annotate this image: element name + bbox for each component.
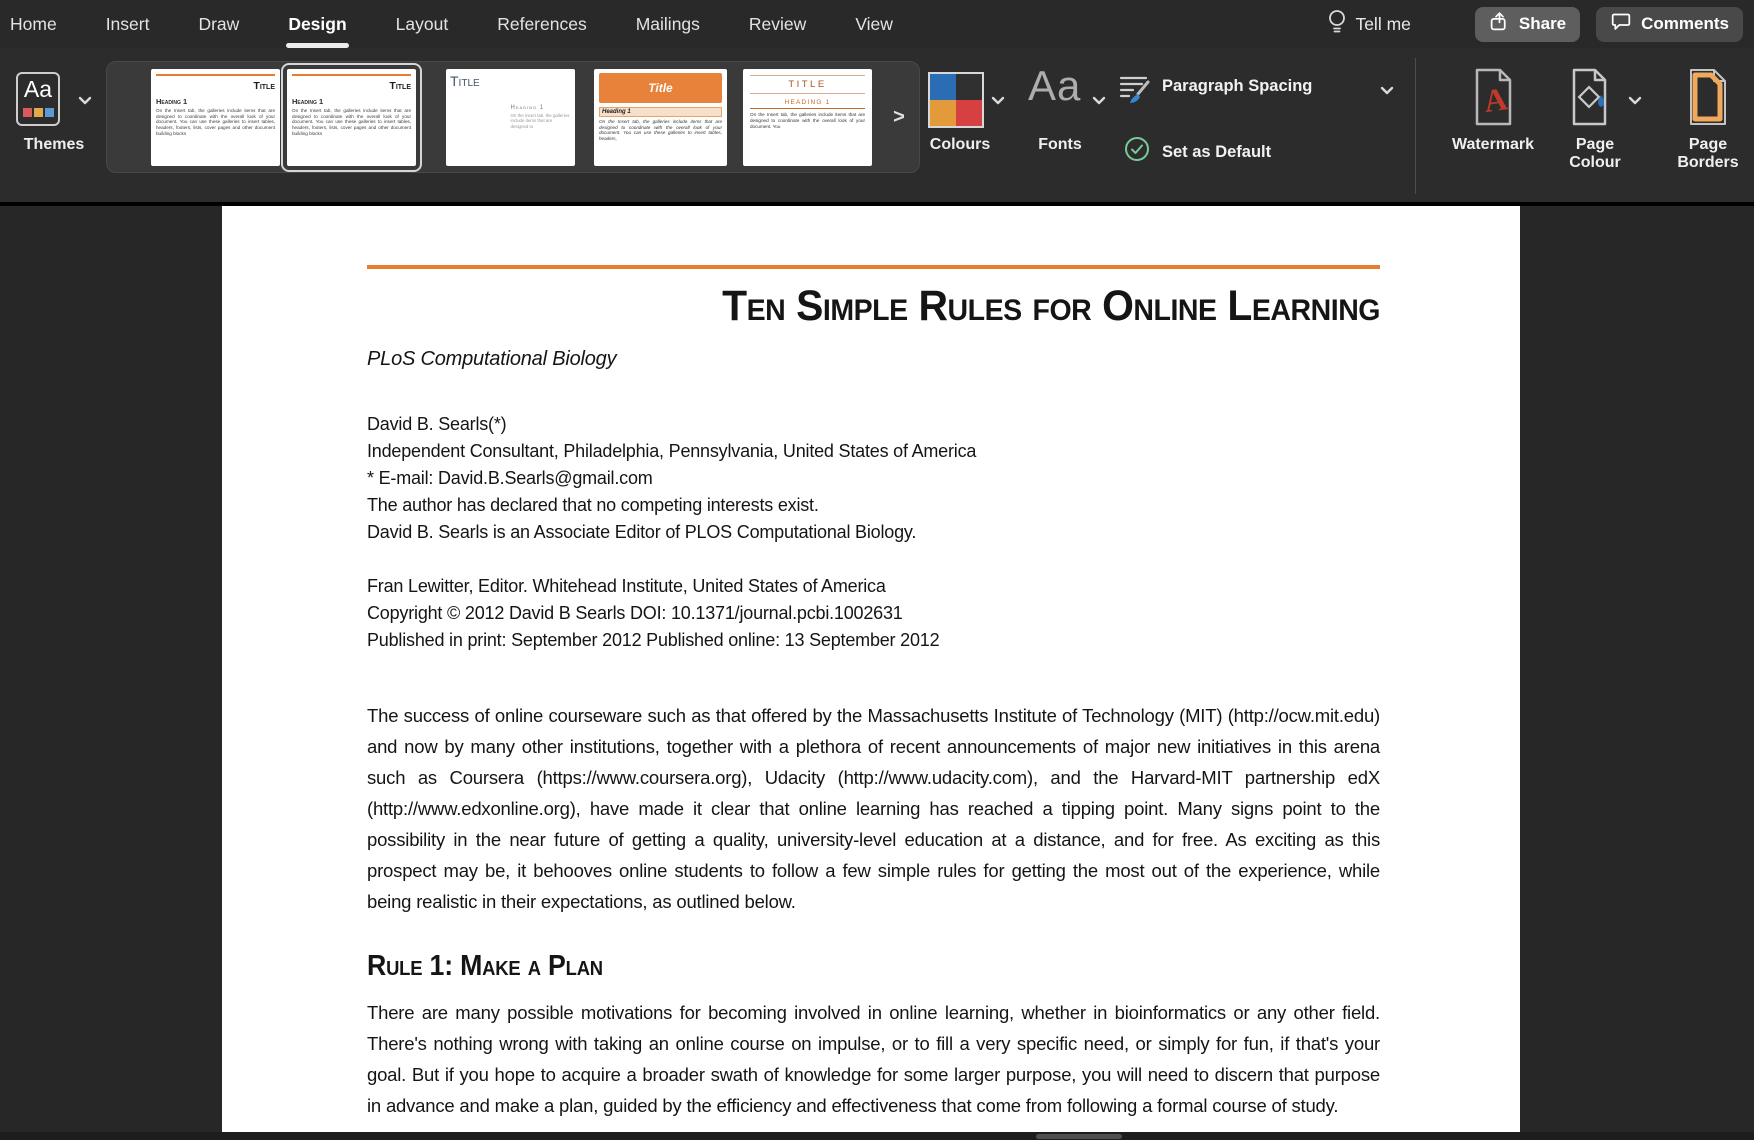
themes-label: Themes [23,136,85,153]
page-borders-icon [1687,68,1729,131]
page-borders-button[interactable] [1662,48,1754,202]
watermark-label: Watermark [1451,136,1535,153]
ribbon-divider [1415,58,1416,194]
comments-label: Comments [1641,14,1729,33]
svg-text:A: A [1481,80,1510,120]
thumb-body: On the Insert tab, the galleries include items that are designed to [510,113,570,129]
paragraph-spacing-icon [1118,72,1152,111]
tab-view[interactable]: View [855,13,893,34]
chevron-down-icon[interactable] [78,92,92,110]
set-default-check-icon [1124,136,1150,167]
thumb-heading: Heading 1 [510,105,545,111]
journal-name: PLoS Computational Biology [367,348,617,370]
thumb-heading: HEADING 1 [750,99,865,109]
rule1-heading: Rule 1: Make a Plan [367,950,603,982]
thumb-heading: Heading 1 [599,107,722,117]
thumb-body: On the Insert tab, the galleries include items that are designed to coordinate with the overall look of your document. You can use these galleries to insert tables, headers, [599,119,722,141]
author-line: Independent Consultant, Philadelphia, Pennsylvania, United States of America [367,441,977,461]
chevron-down-icon[interactable] [1380,82,1394,100]
page-borders-label: Page Borders [1677,136,1739,171]
menu-bar [0,0,1754,48]
theme-thumbnail-1[interactable] [151,69,280,166]
tab-home[interactable]: Home [10,13,57,34]
thumb-body: On the Insert tab, the galleries include items that are designed to coordinate with the overall look of your document. You can use these galleries to insert tables, headers, footers, lists, cover pages and other document building blocks [292,108,411,136]
tell-me-label: Tell me [1355,13,1411,34]
tab-insert[interactable]: Insert [105,13,150,34]
thumb-title: Title [450,73,480,89]
thumb-accent-line [156,74,275,76]
tab-references[interactable]: References [497,13,587,34]
lightbulb-icon [1327,9,1347,40]
share-icon [1489,11,1510,37]
set-as-default-button[interactable]: Set as Default [1162,143,1272,161]
page-colour-button[interactable] [1558,48,1642,202]
comments-button[interactable] [1596,7,1743,42]
editor-block [367,573,1380,654]
thumb-heading: Heading 1 [292,97,324,106]
tab-draw[interactable]: Draw [198,13,240,34]
editor-line: Copyright © 2012 David B Searls DOI: 10.1371/journal.pcbi.1002631 [367,603,903,623]
thumb-title: Title [389,80,411,92]
colours-icon [928,72,984,128]
author-block [367,411,1380,546]
thumb-body: On the Insert tab, the galleries include items that are designed to coordinate with the overall look of your document. You can use these galleries to insert tables, headers, footers, lists, cover pages and other document building blocks [156,108,275,136]
page-colour-label: Page Colour [1569,136,1621,171]
share-label: Share [1518,14,1567,33]
watermark-button[interactable] [1438,48,1548,202]
paragraph-spacing-group [1118,48,1418,202]
themes-button[interactable] [8,48,100,202]
author-line: The author has declared that no competing interests exist. [367,495,819,515]
tell-me-button[interactable] [1327,9,1410,40]
chevron-down-icon[interactable] [991,92,1005,110]
rule1-paragraph: There are many possible motivations for becoming involved in online learning, whether in bioinformatics or any other field. There's nothing wrong with taking an online course on impulse, or to fill a very specific need, or simply for fun, if that's your goal. But if you hope to acquire a broader swath of knowledge for some larger purpose, you will need to discern that purpose in advance and make a plan, guided by the efficiency and effectiveness that come from following a formal course of study. [367,1002,1380,1116]
comments-icon [1610,11,1632,37]
theme-thumbnail-5[interactable] [743,69,872,166]
tab-layout[interactable]: Layout [395,13,449,34]
horizontal-scrollbar-thumb[interactable] [1036,1134,1122,1139]
author-line: * E-mail: David.B.Searls@gmail.com [367,468,653,488]
thumb-body: On the Insert tab, the galleries include items that are designed to coordinate with the overall look of your document. You [750,112,865,129]
ribbon-design [0,48,1754,202]
themes-icon: Aa [16,72,60,126]
chevron-down-icon[interactable] [1628,92,1642,110]
colours-label: Colours [929,136,991,153]
intro-paragraph: The success of online courseware such as that offered by the Massachusetts Institute of Technology (MIT) (http://ocw.mit.edu) and now by many other institutions, together with a plethora of recent announcements of major new initiatives in this arena such as Coursera (https://www.coursera.org), Udacity (http://www.udacity.com), and the Harvard-MIT partnership edX (http://www.edxonline.org), have made it clear that online learning has reached a tipping point. Many signs point to the possibility in the near future of getting a quality, university-level education at a distance, and for free. As exciting as this prospect may be, it behooves online students to follow a few simple rules for getting the most out of the experience, while being realistic in their expectations, as outlined below. [367,705,1380,912]
chevron-down-icon[interactable] [1092,92,1106,110]
thumb-accent-line [292,74,411,76]
colours-button[interactable] [925,48,1009,202]
thumb-title: TITLE [788,79,827,90]
thumb-title: Title [253,80,275,92]
document-title: Ten Simple Rules for Online Learning [722,282,1380,330]
fonts-label: Fonts [1038,136,1082,153]
tab-mailings[interactable]: Mailings [635,13,700,34]
title-accent-rule [367,265,1380,269]
fonts-icon: Aa [1028,62,1082,109]
author-line: David B. Searls is an Associate Editor of PLOS Computational Biology. [367,522,917,542]
page-colour-icon [1570,68,1614,131]
theme-thumbnail-4[interactable] [594,69,727,166]
horizontal-scrollbar[interactable] [0,1132,1754,1140]
author-line: David B. Searls(*) [367,414,507,434]
theme-thumbnail-3[interactable] [446,69,575,166]
document-page[interactable] [222,206,1520,1140]
editor-line: Fran Lewitter, Editor. Whitehead Institute, United States of America [367,576,886,596]
tab-design[interactable]: Design [288,13,347,34]
document-area [0,206,1754,1140]
gallery-next-icon[interactable]: > [893,105,905,128]
share-button[interactable] [1475,7,1580,42]
fonts-button[interactable] [1022,48,1102,202]
thumb-title-banner: Title [599,73,722,103]
theme-gallery [106,61,920,173]
paragraph-spacing-button[interactable]: Paragraph Spacing [1162,77,1313,95]
tab-review[interactable]: Review [748,13,807,34]
watermark-icon [1473,68,1513,131]
theme-thumbnail-2-selected[interactable] [281,63,422,172]
thumb-heading: Heading 1 [156,97,188,106]
editor-line: Published in print: September 2012 Published online: 13 September 2012 [367,630,940,650]
